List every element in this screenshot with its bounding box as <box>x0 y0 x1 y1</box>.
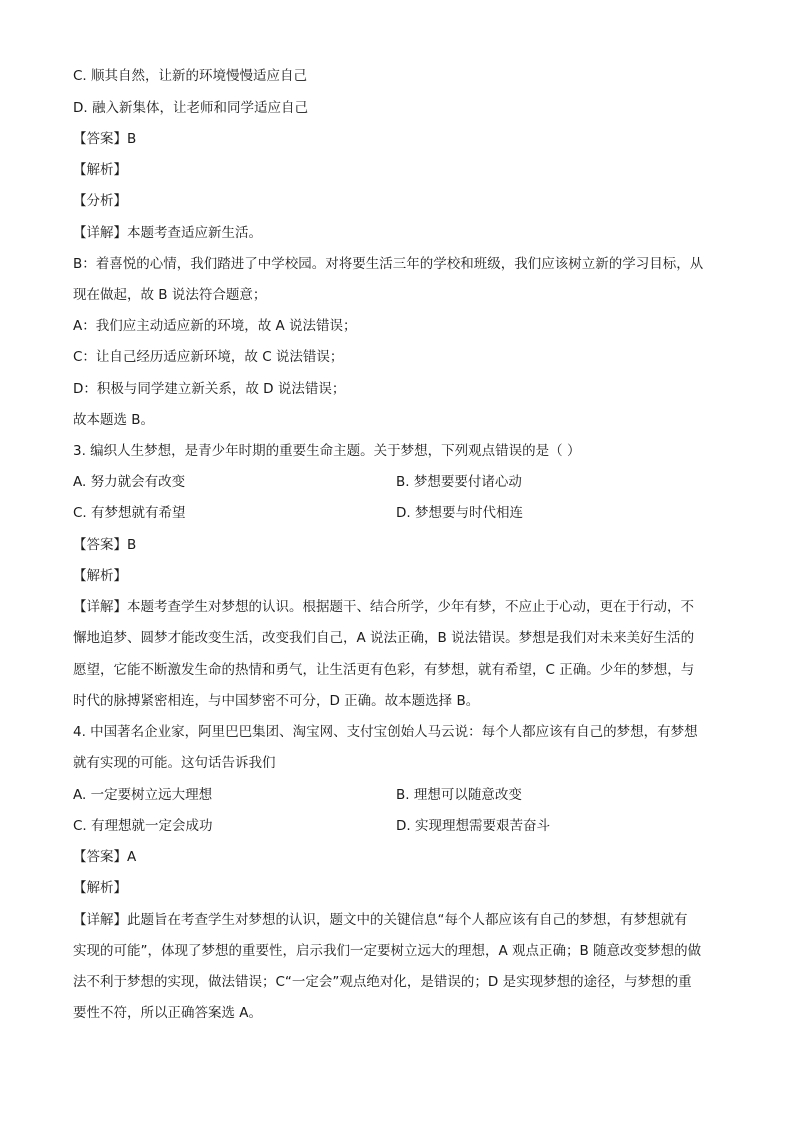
detail-line: 愿望，它能不断激发生命的热情和勇气，让生活更有色彩，有梦想，就有希望，C 正确。少年的梦想，与 <box>73 662 695 678</box>
option-line: C. 顺其自然，让新的环境慢慢适应自己 <box>73 68 308 84</box>
detail-line: 时代的脉搏紧密相连，与中国梦密不可分，D 正确。故本题选择 B。 <box>73 693 480 709</box>
question-3-options-row <box>73 472 733 492</box>
detail-line: B：着喜悦的心情，我们踏进了中学校园。对将要生活三年的学校和班级，我们应该树立新的学习目标，从 <box>73 256 704 272</box>
question-3-options-row <box>73 503 733 523</box>
detail-line: 要性不符，所以正确答案选 A。 <box>73 1005 263 1021</box>
option-line: D. 融入新集体，让老师和同学适应自己 <box>73 100 308 116</box>
option-b: B. 梦想要要付诸心动 <box>396 474 522 490</box>
analysis-subheading: 【分析】 <box>73 193 127 209</box>
answer-line: 【答案】B <box>73 537 137 553</box>
detail-line: A：我们应主动适应新的环境，故 A 说法错误； <box>73 318 357 334</box>
analysis-heading: 【解析】 <box>73 568 127 584</box>
detail-line: 【详解】本题考查学生对梦想的认识。根据题干、结合所学，少年有梦，不应止于心动，更在于行动，不 <box>73 599 694 615</box>
detail-line: C：让自己经历适应新环境，故 C 说法错误； <box>73 349 344 365</box>
question-3-stem: 3. 编织人生梦想，是青少年时期的重要生命主题。关于梦想，下列观点错误的是（ ） <box>73 443 581 459</box>
analysis-heading: 【解析】 <box>73 880 127 896</box>
detail-line: 现在做起，故 B 说法符合题意； <box>73 287 267 303</box>
detail-line: 懈地追梦、圆梦才能改变生活，改变我们自己，A 说法正确，B 说法错误。梦想是我们对未来美好生活的 <box>73 630 695 646</box>
option-c: C. 有梦想就有希望 <box>73 505 186 521</box>
question-4-options-row <box>73 816 733 836</box>
option-a: A. 一定要树立远大理想 <box>73 787 213 803</box>
detail-line: 【详解】本题考查适应新生活。 <box>73 225 262 241</box>
detail-line: D：积极与同学建立新关系，故 D 说法错误； <box>73 381 346 397</box>
detail-line: 实现的可能”，体现了梦想的重要性，启示我们一定要树立远大的理想，A 观点正确；B 随意改变梦想的做 <box>73 943 702 959</box>
analysis-heading: 【解析】 <box>73 162 127 178</box>
question-4-stem: 就有实现的可能。这句话告诉我们 <box>73 755 276 771</box>
question-4-options-row <box>73 785 733 805</box>
option-d: D. 梦想要与时代相连 <box>396 505 523 521</box>
answer-line: 【答案】B <box>73 131 137 147</box>
option-b: B. 理想可以随意改变 <box>396 787 522 803</box>
conclusion-line: 故本题选 B。 <box>73 412 155 428</box>
question-4-stem: 4. 中国著名企业家，阿里巴巴集团、淘宝网、支付宝创始人马云说：每个人都应该有自己的梦想，有梦想 <box>73 724 698 740</box>
answer-line: 【答案】A <box>73 849 137 865</box>
option-a: A. 努力就会有改变 <box>73 474 186 490</box>
option-c: C. 有理想就一定会成功 <box>73 818 213 834</box>
detail-line: 【详解】此题旨在考查学生对梦想的认识，题文中的关键信息“每个人都应该有自己的梦想，有梦想就有 <box>73 912 688 928</box>
option-d: D. 实现理想需要艰苦奋斗 <box>396 818 550 834</box>
detail-line: 法不利于梦想的实现，做法错误；C“一定会”观点绝对化，是错误的；D 是实现梦想的途径，与梦想的重 <box>73 974 692 990</box>
